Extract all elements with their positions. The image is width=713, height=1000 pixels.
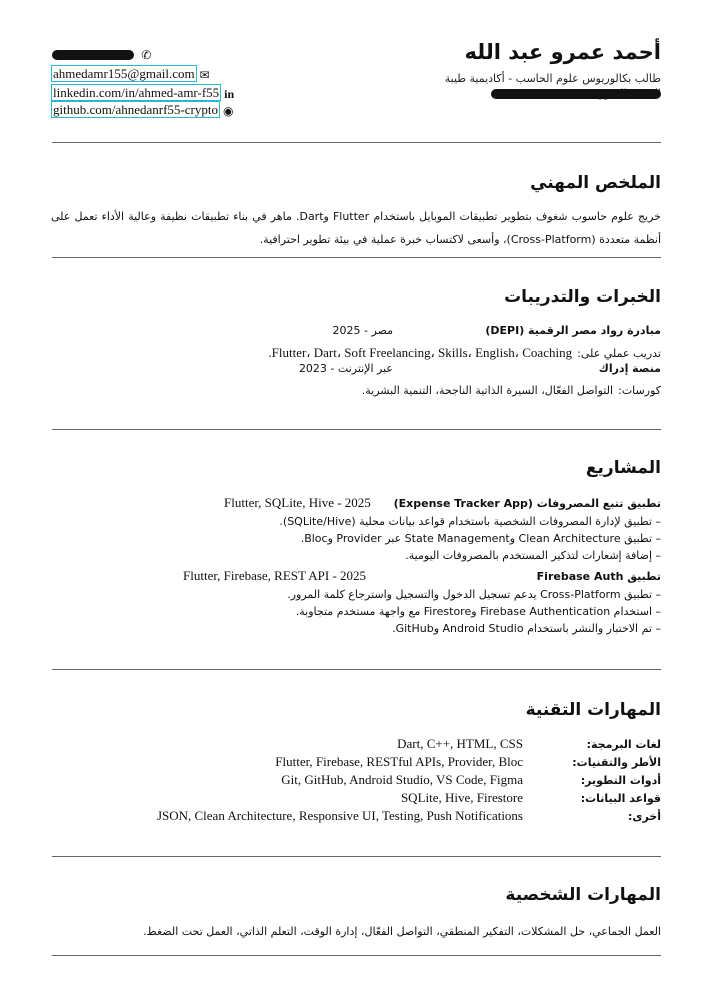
project-bullet: – تم الاختبار والنشر باستخدام Android Studio وGitHub. bbox=[392, 622, 661, 635]
experience-desc-label: كورسات: bbox=[618, 384, 661, 397]
divider bbox=[52, 429, 661, 430]
candidate-name: أحمد عمرو عبد الله bbox=[464, 40, 661, 64]
skill-label: لغات البرمجة: bbox=[586, 738, 661, 751]
experience-desc-label: تدريب عملي على: bbox=[577, 347, 661, 360]
divider bbox=[52, 856, 661, 857]
phone-icon: ✆ bbox=[141, 47, 152, 62]
project-meta: Flutter, SQLite, Hive - 2025 bbox=[224, 495, 371, 510]
github-link[interactable]: github.com/ahnedanrf55-crypto bbox=[53, 102, 218, 117]
experience-desc bbox=[362, 379, 661, 398]
redaction-mark bbox=[491, 89, 661, 99]
skill-label: أدوات التطوير: bbox=[580, 774, 661, 787]
project-bullet: – تطبيق لإدارة المصروفات الشخصية باستخدام قواعد بيانات محلية (SQLite/Hive). bbox=[279, 515, 661, 528]
project-meta: Flutter, Firebase, REST API - 2025 bbox=[183, 568, 367, 583]
projects-heading: المشاريع bbox=[585, 458, 661, 478]
divider bbox=[52, 955, 661, 956]
email-icon: ✉ bbox=[199, 67, 210, 82]
project-title: تطبيق Firebase Auth bbox=[536, 570, 661, 583]
project-bullet: – إضافة إشعارات لتذكير المستخدم بالمصروفات اليومية. bbox=[405, 549, 661, 562]
redaction-mark bbox=[52, 50, 134, 60]
email-link[interactable]: ahmedamr155@gmail.com bbox=[53, 66, 195, 81]
skill-label: أخرى: bbox=[627, 810, 661, 823]
skill-label: الأطر والتقنيات: bbox=[572, 756, 661, 769]
experience-desc-value: Flutter، Dart، Soft Freelancing، Skills، English، Coaching. bbox=[268, 345, 573, 360]
experience-location: عبر الإنترنت - 2023 bbox=[298, 362, 393, 375]
linkedin-link[interactable]: linkedin.com/in/ahmed-amr-f55 bbox=[53, 85, 220, 100]
summary-heading: الملخص المهني bbox=[530, 173, 661, 193]
skill-value: Git, GitHub, Android Studio, VS Code, Figma bbox=[281, 772, 523, 787]
skill-value: SQLite, Hive, Firestore bbox=[400, 790, 523, 805]
project-title: تطبيق تتبع المصروفات (Expense Tracker App) bbox=[393, 497, 661, 510]
project-bullet: – تطبيق Clean Architecture وState Management عبر Provider وBloc. bbox=[300, 532, 661, 545]
github-icon: ◉ bbox=[222, 103, 234, 118]
contact-email[interactable] bbox=[52, 66, 214, 83]
divider bbox=[52, 669, 661, 670]
skill-value: Flutter, Firebase, RESTful APIs, Provider, Bloc bbox=[275, 754, 523, 769]
experience-heading: الخبرات والتدريبات bbox=[504, 287, 661, 307]
experience-org: منصة إدراك bbox=[598, 362, 661, 375]
skill-label: قواعد البيانات: bbox=[580, 792, 661, 805]
summary-text: خريج علوم حاسوب شغوف بتطوير تطبيقات الموبايل باستخدام Flutter وDart. ماهر في بناء تطبيقات نظيفة وعالية الأداء تعمل على أنظمة متعددة (Cross-Platform)، وأسعى لاكتساب خبرة عملية في بيئة تطوير احترافية. bbox=[51, 210, 661, 246]
contact-phone[interactable] bbox=[52, 46, 155, 63]
experience-location: مصر - 2025 bbox=[332, 324, 393, 337]
soft-skills-text: العمل الجماعي، حل المشكلات، التفكير المنطقي، التواصل الفعّال، إدارة الوقت، التعلم الذاتي، العمل تحت الضغط. bbox=[143, 925, 661, 938]
experience-org: مبادرة رواد مصر الرقمية (DEPI) bbox=[485, 324, 661, 337]
skill-value: JSON, Clean Architecture, Responsive UI, Testing, Push Notifications bbox=[156, 808, 523, 823]
contact-linkedin[interactable] bbox=[52, 85, 238, 102]
tech-skills-heading: المهارات التقنية bbox=[525, 700, 661, 720]
project-bullet: – تطبيق Cross-Platform يدعم تسجيل الدخول والتسجيل واسترجاع كلمة المرور. bbox=[287, 588, 661, 601]
divider bbox=[52, 142, 661, 143]
skill-value: Dart, C++, HTML, CSS bbox=[397, 736, 523, 751]
divider bbox=[52, 257, 661, 258]
contact-github[interactable] bbox=[52, 102, 237, 119]
candidate-title: طالب بكالوريوس علوم الحاسب - أكاديمية طيبة bbox=[444, 72, 661, 85]
project-bullet: – استخدام Firebase Authentication وFirestore مع واجهة مستخدم متجاوبة. bbox=[295, 605, 661, 618]
linkedin-icon: in bbox=[224, 86, 235, 101]
experience-desc bbox=[268, 342, 661, 361]
experience-desc-value: التواصل الفعّال، السيرة الذاتية الناجحة، التنمية البشرية. bbox=[361, 384, 614, 397]
soft-skills-heading: المهارات الشخصية bbox=[505, 885, 661, 905]
